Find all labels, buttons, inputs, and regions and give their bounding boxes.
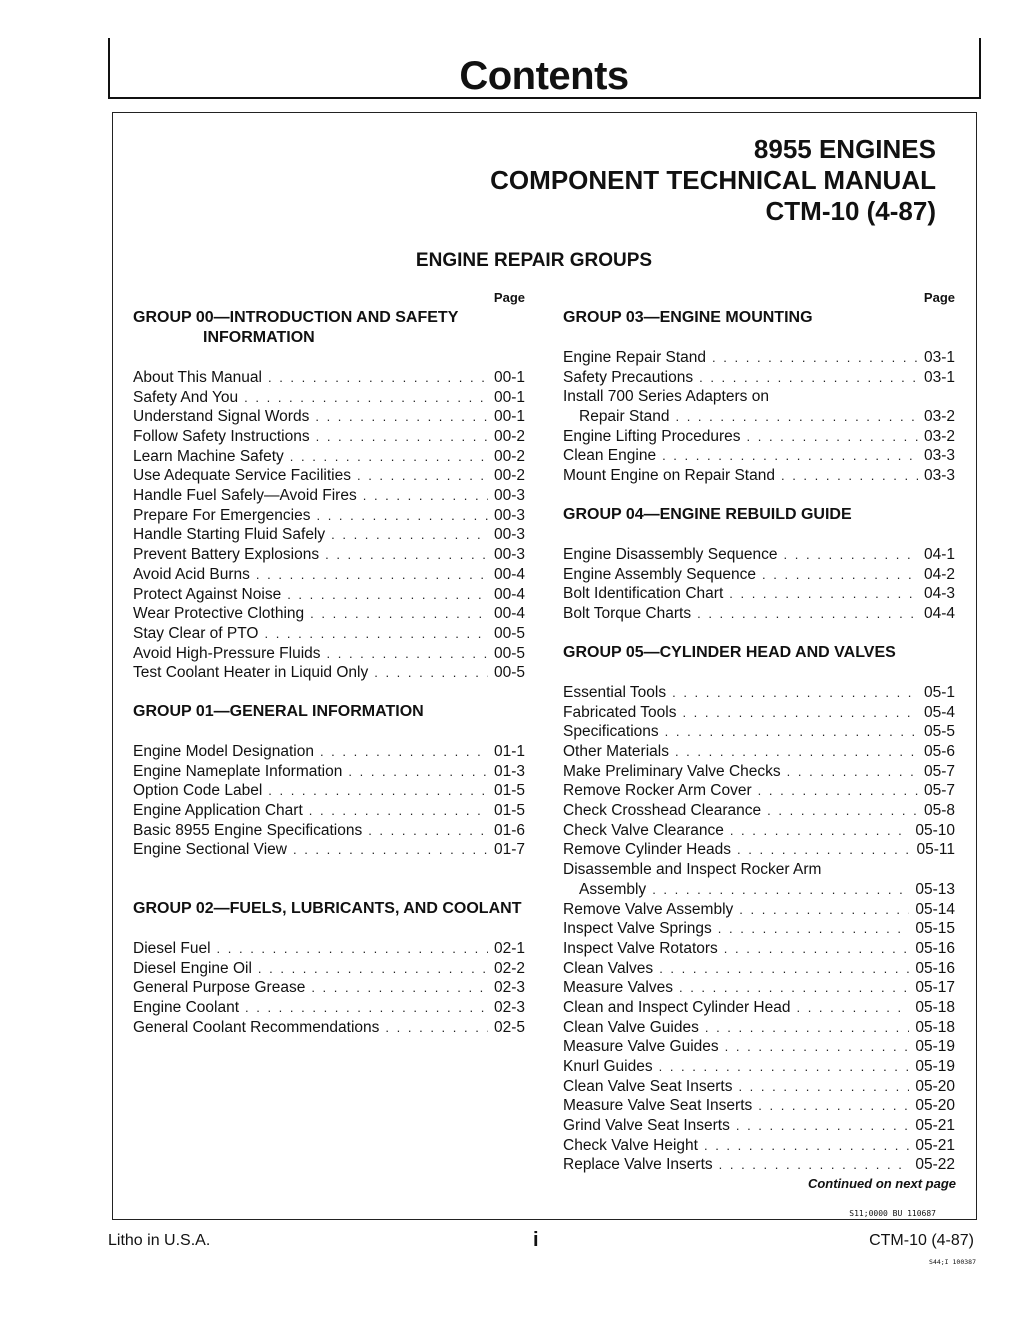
toc-entry-title: Engine Lifting Procedures [563,427,741,445]
toc-entry-title: Clean Engine [563,447,657,465]
toc-entry [133,624,525,644]
toc-entry-page: 02-3 [493,999,525,1017]
toc-entry-page: 05-14 [915,900,955,918]
dot-leader [679,978,909,998]
toc-entry [133,978,525,998]
dot-leader [290,447,488,467]
toc-entry-title: Clean Valve Guides [563,1018,699,1036]
toc-entry-title: Handle Starting Fluid Safely [133,526,326,544]
toc-entry [563,604,955,624]
toc-entry-page: 00-2 [493,428,525,446]
toc-entry-page: 03-3 [923,467,955,485]
toc-entry-title: Prevent Battery Explosions [133,546,320,564]
toc-entry [133,762,525,782]
toc-entry-page: 05-10 [915,821,955,839]
toc-entry-title: Remove Rocker Arm Cover [563,782,752,800]
dot-leader [730,821,910,841]
dot-leader [697,604,918,624]
group-title-text: GROUP 04—ENGINE REBUILD GUIDE [563,506,852,523]
dot-leader [665,722,918,742]
toc-entry-page: 05-20 [915,1077,955,1095]
toc-entry-page: 05-19 [915,1038,955,1056]
dot-leader [325,545,488,565]
toc-entry [563,919,955,939]
toc-entry [133,545,525,565]
toc-entry-title: Diesel Engine Oil [133,959,252,977]
toc-entry-page: 04-3 [923,585,955,603]
toc-entry-title: Measure Valve Seat Inserts [563,1097,753,1115]
dot-leader [385,1018,488,1038]
toc-entry [563,427,955,447]
toc-entry-title: Engine Sectional View [133,841,287,859]
dot-leader [357,466,488,486]
toc-entry-page: 01-6 [493,821,525,839]
dot-leader [738,1077,909,1097]
dot-leader [256,565,488,585]
toc-entry-page: 03-2 [923,408,955,426]
toc-entry-title: Knurl Guides [563,1058,653,1076]
dot-leader [268,368,488,388]
toc-entries [563,683,955,1175]
toc-entry-page: 00-3 [493,506,525,524]
toc-entry [563,348,955,368]
dot-leader [316,427,488,447]
toc-entry-page: 01-1 [493,742,525,760]
toc-entry-page: 05-5 [923,723,955,741]
dot-leader [659,959,909,979]
dot-leader [739,900,909,920]
toc-entry [563,683,955,703]
toc-entry-page: 02-1 [493,939,525,957]
toc-entry-title: Use Adequate Service Facilities [133,467,351,485]
dot-leader [320,742,488,762]
toc-entry-page: 05-7 [923,762,955,780]
page-title: Contents [459,54,629,98]
dot-leader [374,663,488,683]
toc-entry-page: 00-4 [493,605,525,623]
toc-entry [133,407,525,427]
group-title [563,643,955,663]
dot-leader [729,584,918,604]
toc-entry [563,584,955,604]
toc-entry-title: Engine Model Designation [133,742,314,760]
toc-entry [563,1018,955,1038]
toc-entry-page: 04-4 [923,605,955,623]
toc-entry [563,1156,955,1176]
toc-entry [563,841,955,861]
dot-leader [736,1116,909,1136]
toc-group [133,702,525,860]
toc-entry [133,801,525,821]
toc-group [563,505,955,624]
toc-entry-title: Engine Assembly Sequence [563,565,757,583]
dot-leader [268,781,488,801]
toc-entry [563,978,955,998]
dot-leader [245,998,488,1018]
toc-entry-title: Option Code Label [133,782,263,800]
toc-entry-title: Engine Application Chart [133,802,303,820]
dot-leader [787,762,918,782]
toc-entry-page: 01-3 [493,762,525,780]
dot-leader [704,1136,909,1156]
toc-entry [563,821,955,841]
footer-left: Litho in U.S.A. [108,1232,211,1249]
toc-entry [133,1018,525,1038]
toc-entry-page: 03-2 [923,427,955,445]
group-title [133,702,525,722]
reference-code: S11;0000 BU 110687 [849,1209,936,1218]
toc-entry [563,959,955,979]
dot-leader [737,840,911,860]
dot-leader [287,585,488,605]
toc-entry [133,565,525,585]
page-column-header: Page [493,290,525,305]
dot-leader [368,821,488,841]
toc-entry-page: 04-1 [923,545,955,563]
toc-entry-page: 00-1 [493,408,525,426]
toc-entry-page: 00-2 [493,447,525,465]
toc-entries [133,742,525,860]
toc-entry-title: Diesel Fuel [133,939,211,957]
section-title: ENGINE REPAIR GROUPS [415,250,653,271]
dot-leader [363,486,488,506]
toc-entry-title: Clean Valves [563,959,654,977]
toc-entry [563,407,955,427]
dot-leader [758,781,918,801]
toc-entry [133,486,525,506]
toc-entry [133,742,525,762]
dot-leader [758,1096,909,1116]
dot-leader [784,545,918,565]
toc-entry-title: Wear Protective Clothing [133,605,305,623]
group-title-text: GROUP 05—CYLINDER HEAD AND VALVES [563,644,896,661]
toc-entry-title: Measure Valves [563,979,673,997]
toc-group [563,308,955,486]
dot-leader [331,525,488,545]
toc-entry-title: Fabricated Tools [563,703,677,721]
toc-entry-page: 05-19 [915,1058,955,1076]
toc-entry-title: General Purpose Grease [133,979,306,997]
toc-entry-title: Bolt Identification Chart [563,585,724,603]
toc-entry-title: Inspect Valve Springs [563,920,712,938]
dot-leader [348,762,488,782]
toc-entry-title: Stay Clear of PTO [133,624,259,642]
dot-leader [762,565,918,585]
toc-entry-page: 05-21 [915,1136,955,1154]
toc-entry [133,466,525,486]
toc-entry-title: Engine Disassembly Sequence [563,545,778,563]
toc-group [133,899,525,1037]
toc-entries [133,368,525,683]
toc-entry [563,742,955,762]
toc-entry-title: About This Manual [133,368,262,386]
toc-entry-page: 05-16 [915,939,955,957]
toc-entry [133,821,525,841]
toc-entry-title: Understand Signal Words [133,408,310,426]
toc-entry-page: 03-1 [923,368,955,386]
dot-leader [712,348,918,368]
toc-entry [563,900,955,920]
toc-entry-page: 00-3 [493,526,525,544]
toc-entry [563,781,955,801]
toc-entry [563,387,955,407]
toc-entry-page: 00-5 [493,624,525,642]
toc-entry-title: Replace Valve Inserts [563,1156,713,1174]
toc-entry-title: Make Preliminary Valve Checks [563,762,781,780]
toc-entry-title: Specifications [563,723,659,741]
toc-entry-title: Engine Repair Stand [563,348,707,366]
toc-entry-title: Engine Coolant [133,999,239,1017]
toc-entry-page: 01-7 [493,841,525,859]
dot-leader [293,840,488,860]
dot-leader [747,427,918,447]
toc-entry-page: 05-1 [923,683,955,701]
dot-leader [662,446,918,466]
toc-entry [563,801,955,821]
toc-entry [563,1116,955,1136]
toc-entry-page: 05-4 [923,703,955,721]
toc-entry [133,388,525,408]
dot-leader [767,801,918,821]
toc-entry [133,959,525,979]
continued-note: Continued on next page [807,1176,956,1191]
toc-entry-page: 00-3 [493,546,525,564]
dot-leader [718,919,910,939]
manual-title-line2: COMPONENT TECHNICAL MANUAL [490,165,936,195]
toc-entry [563,1037,955,1057]
toc-entry-page: 05-21 [915,1117,955,1135]
toc-entry [563,466,955,486]
toc-entry [563,939,955,959]
toc-entry-page: 05-20 [915,1097,955,1115]
toc-entry-page: 05-8 [923,802,955,820]
toc-entry-page: 00-3 [493,487,525,505]
page-number: i [533,1229,539,1251]
toc-entry-title: Install 700 Series Adapters on [563,388,769,406]
toc-entry [133,427,525,447]
dot-leader [315,407,488,427]
toc-entry-title: Follow Safety Instructions [133,428,310,446]
toc-entry [563,1096,955,1116]
dot-leader [675,407,917,427]
dot-leader [310,604,488,624]
toc-entry [563,860,955,880]
group-title [563,308,955,328]
toc-entry-page: 05-6 [923,743,955,761]
toc-entry-page: 05-18 [915,998,955,1016]
toc-entry [133,781,525,801]
dot-leader [258,959,488,979]
toc-entry-title: Basic 8955 Engine Specifications [133,821,363,839]
toc-entry [133,506,525,526]
toc-entry-page: 05-18 [915,1018,955,1036]
toc-entry-page: 05-7 [923,782,955,800]
toc-entry [133,939,525,959]
toc-entry [133,526,525,546]
toc-entry [563,762,955,782]
toc-entry-title: Test Coolant Heater in Liquid Only [133,664,369,682]
toc-entry [563,1077,955,1097]
group-title-text: GROUP 03—ENGINE MOUNTING [563,309,813,326]
toc-entry-page: 05-22 [915,1156,955,1174]
toc-entry [133,998,525,1018]
toc-entry-title: Learn Machine Safety [133,447,284,465]
dot-leader [309,801,488,821]
toc-entry [133,368,525,388]
toc-entry-page: 00-2 [493,467,525,485]
toc-entry-page: 02-3 [493,979,525,997]
dot-leader [781,466,918,486]
toc-entry-title: Repair Stand [579,408,670,426]
toc-entry-page: 04-2 [923,565,955,583]
toc-entry-title: Measure Valve Guides [563,1038,719,1056]
toc-entry-page: 00-4 [493,585,525,603]
toc-entry [563,368,955,388]
toc-entry [563,565,955,585]
toc-entry-title: Inspect Valve Rotators [563,939,718,957]
dot-leader [327,644,488,664]
toc-entry [563,722,955,742]
toc-entry-title: Remove Cylinder Heads [563,841,731,859]
toc-entry-page: 00-5 [493,664,525,682]
toc-entry-title: Handle Fuel Safely—Avoid Fires [133,487,357,505]
manual-title-line3: CTM-10 (4-87) [765,196,936,226]
toc-entry-page: 00-5 [493,644,525,662]
toc-entry-title: General Coolant Recommendations [133,1018,380,1036]
dot-leader [244,388,488,408]
toc-entry-title: Safety Precautions [563,368,694,386]
page-column-header: Page [923,290,955,305]
group-title-continuation: INFORMATION [203,329,315,346]
dot-leader [217,939,488,959]
toc-entries [133,939,525,1037]
toc-entry [133,663,525,683]
toc-entry-title: Check Valve Clearance [563,821,724,839]
dot-leader [316,506,488,526]
dot-leader [699,368,918,388]
dot-leader [311,978,488,998]
toc-entry-title: Protect Against Noise [133,585,282,603]
toc-entries [563,348,955,486]
toc-entry-title: Mount Engine on Repair Stand [563,467,775,485]
dot-leader [725,1037,910,1057]
toc-entry-title: Avoid High-Pressure Fluids [133,644,321,662]
toc-entry-title: Remove Valve Assembly [563,900,734,918]
dot-leader [675,742,918,762]
manual-title [490,134,936,227]
toc-group [563,643,955,1175]
manual-title-line1: 8955 ENGINES [753,134,936,164]
toc-entry-page: 03-1 [923,348,955,366]
toc-group [133,308,525,683]
toc-entry [563,703,955,723]
toc-entry-page: 05-13 [915,880,955,898]
group-title-text: GROUP 01—GENERAL INFORMATION [133,703,424,720]
toc-entry-page: 01-5 [493,782,525,800]
group-title [563,505,955,525]
toc-entry-title: Other Materials [563,743,669,761]
toc-entry-page: 05-11 [916,841,955,859]
toc-entry-title: Check Crosshead Clearance [563,802,762,820]
footer-right: CTM-10 (4-87) [869,1232,974,1249]
dot-leader [659,1057,910,1077]
toc-entry-page: 03-3 [923,447,955,465]
toc-entry [563,1136,955,1156]
dot-leader [705,1018,909,1038]
toc-entry-title: Bolt Torque Charts [563,605,692,623]
toc-entry-title: Engine Nameplate Information [133,762,343,780]
dot-leader [719,1155,910,1175]
toc-entry-page: 00-1 [493,368,525,386]
toc-entry-title: Clean Valve Seat Inserts [563,1077,733,1095]
toc-entry-page: 02-2 [493,959,525,977]
dot-leader [264,624,487,644]
toc-entry-page: 05-15 [915,920,955,938]
toc-entry [563,998,955,1018]
toc-entry [133,585,525,605]
dot-leader [672,683,918,703]
toc-entry [133,604,525,624]
group-title-text: GROUP 00—INTRODUCTION AND SAFETY [133,309,459,326]
dot-leader [682,703,918,723]
dot-leader [796,998,909,1018]
toc-entry [563,1057,955,1077]
toc-entry-page: 00-1 [493,388,525,406]
toc-entry-page: 02-5 [493,1018,525,1036]
toc-entries [563,545,955,624]
toc-entry [563,446,955,466]
toc-entry [133,840,525,860]
toc-entry-title: Clean and Inspect Cylinder Head [563,998,791,1016]
group-title [133,899,525,919]
reference-code: S44;I 100387 [929,1258,976,1266]
toc-entry-page: 00-4 [493,565,525,583]
toc-entry-title: Safety And You [133,388,239,406]
toc-entry-title: Check Valve Height [563,1136,698,1154]
toc-entry-title: Prepare For Emergencies [133,506,311,524]
toc-entry-page: 01-5 [493,802,525,820]
toc-entry-title: Grind Valve Seat Inserts [563,1117,730,1135]
toc-entry [133,447,525,467]
toc-entry-title: Assembly [579,880,647,898]
dot-leader [724,939,910,959]
toc-entry-title: Essential Tools [563,683,667,701]
toc-entry [563,545,955,565]
toc-entry-page: 05-16 [915,959,955,977]
dot-leader [652,880,909,900]
toc-entry [563,880,955,900]
toc-entry-title: Avoid Acid Burns [133,565,250,583]
group-title-text: GROUP 02—FUELS, LUBRICANTS, AND COOLANT [133,900,522,917]
group-title [133,308,525,348]
toc-entry-title: Disassemble and Inspect Rocker Arm [563,861,822,879]
toc-entry-page: 05-17 [915,979,955,997]
toc-entry [133,644,525,664]
